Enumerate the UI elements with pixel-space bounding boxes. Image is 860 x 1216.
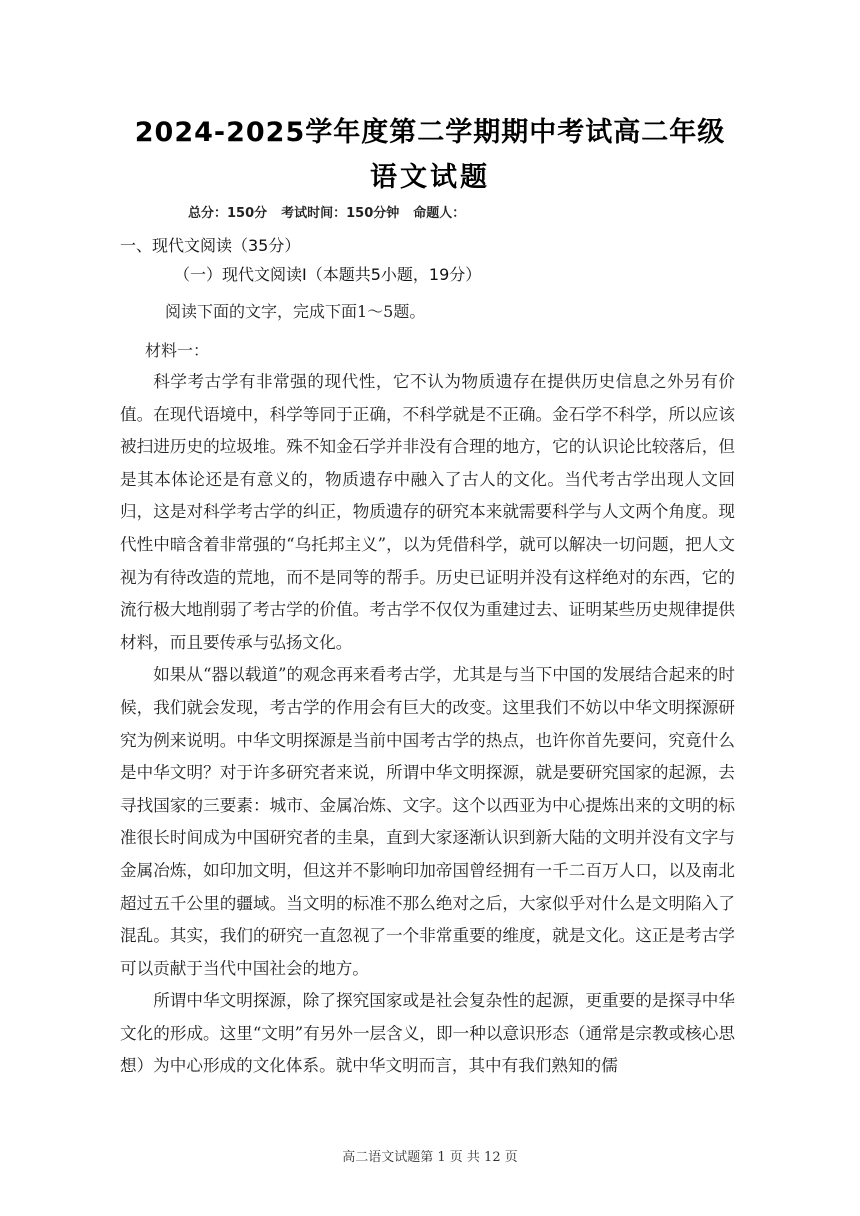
material-label: 材料一： — [145, 341, 210, 360]
exam-meta — [188, 202, 479, 221]
section-heading: 一、现代文阅读（35分） — [120, 236, 301, 255]
setter-label: 命题人： — [413, 206, 466, 221]
page-footer: 高二语文试题第 1 页 共 12 页 — [342, 1150, 518, 1165]
instruction-text: 阅读下面的文字，完成下面1～5题。 — [165, 302, 426, 321]
paragraph: 如果从“器以载道”的观念再来看考古学，尤其是与当下中国的发展结合起来的时候，我们就会发现，考古学的作用会有巨大的改变。这里我们不妨以中华文明探源研究为例来说明。中华文明探源是当前中国考古学的热点，也许你首先要问，究竟什么是中华文明？对于许多研究者来说，所谓中华文明探源，就是要研究国家的起源，去寻找国家的三要素：城市、金属冶炼、文字。这个以西亚为中心提炼出来的文明的标准很长时间成为中国研究者的圭臬，直到大家逐渐认识到新大陆的文明并没有文字与金属冶炼，如印加文明，但这并不影响印加帝国曾经拥有一千二百万人口，以及南北超过五千公里的疆域。当文明的标准不那么绝对之后，大家似乎对什么是文明陷入了混乱。其实，我们的研究一直忽视了一个非常重要的维度，就是文化。这正是考古学可以贡献于当代中国社会的地方。 — [120, 665, 735, 978]
paragraph: 科学考古学有非常强的现代性，它不认为物质遗存在提供历史信息之外另有价值。在现代语境中，科学等同于正确，不科学就是不正确。金石学不科学，所以应该被扫进历史的垃圾堆。殊不知金石学并非没有合理的地方，它的认识论比较落后，但是其本体论还是有意义的，物质遗存中融入了古人的文化。当代考古学出现人文回归，这是对科学考古学的纠正，物质遗存的研究本来就需要科学与人文两个角度。现代性中暗含着非常强的“乌托邦主义”，以为凭借科学，就可以解决一切问题，把人文视为有待改造的荒地，而不是同等的帮手。历史已证明并没有这样绝对的东西，它的流行极大地削弱了考古学的价值。考古学不仅仅为重建过去、证明某些历史规律提供材料，而且要传承与弘扬文化。 — [120, 372, 735, 652]
exam-time: 考试时间：150分钟 — [281, 206, 400, 221]
total-score: 总分：150分 — [188, 206, 268, 221]
paragraph: 所谓中华文明探源，除了探究国家或是社会复杂性的起源，更重要的是探寻中华文化的形成。这里“文明”有另外一层含义，即一种以意识形态（通常是宗教或核心思想）为中心形成的文化体系。就中华文明而言，其中有我们熟知的儒 — [120, 991, 735, 1076]
reading-passage — [120, 366, 735, 1083]
exam-title: 2024-2025学年度第二学期期中考试高二年级 — [134, 117, 726, 148]
exam-subtitle: 语文试题 — [370, 162, 490, 193]
section-subheading: （一）现代文阅读Ⅰ（本题共5小题，19分） — [174, 265, 482, 284]
